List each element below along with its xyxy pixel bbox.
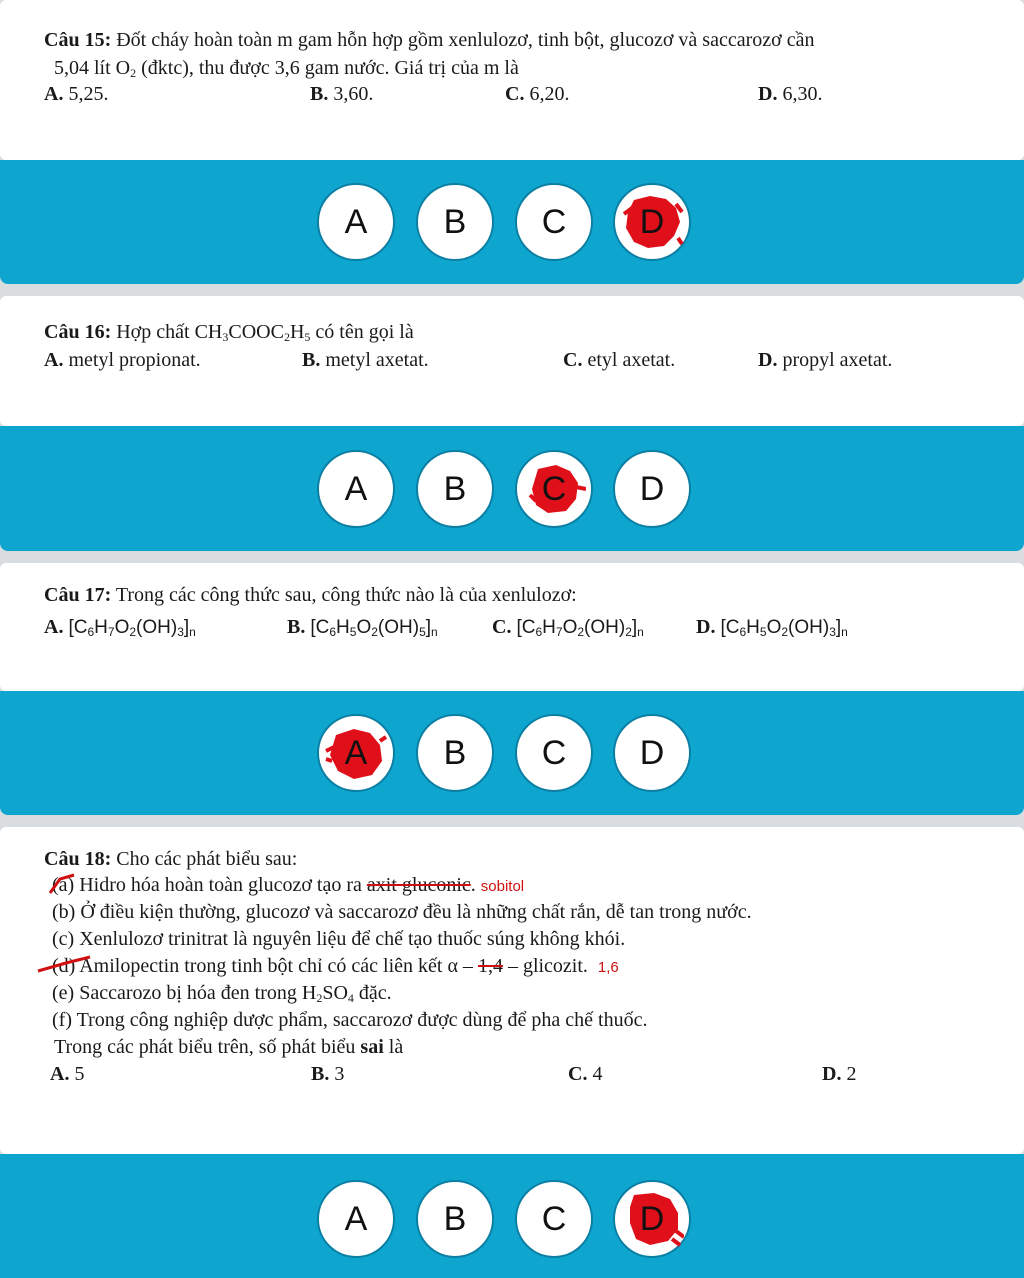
- answer-label: D: [639, 733, 665, 772]
- statement-f: (f) Trong công nghiệp dược phẩm, saccarozơ được dùng để pha chế thuốc.: [52, 1009, 648, 1031]
- option-key: D.: [696, 616, 716, 638]
- question-16-option-d: [758, 348, 892, 372]
- answer-label: B: [443, 469, 467, 508]
- answer-label: D: [639, 1199, 665, 1238]
- f: [C: [68, 617, 88, 638]
- f: H: [336, 617, 350, 638]
- answer-17-b-button[interactable]: [416, 714, 494, 792]
- question-17-stem: [44, 583, 577, 607]
- option-key: C.: [568, 1063, 588, 1085]
- f: H: [94, 617, 108, 638]
- question-16-card: [0, 296, 1024, 426]
- option-text: propyl axetat.: [777, 349, 893, 371]
- statement-e-end: đặc.: [353, 982, 392, 1004]
- f: [C: [516, 617, 536, 638]
- question-16-option-a: [44, 348, 201, 372]
- option-key: B.: [310, 83, 329, 105]
- answer-label: B: [443, 202, 467, 241]
- question-15-label: Câu 15:: [44, 29, 112, 51]
- answer-label: A: [344, 469, 368, 508]
- s: 2: [371, 625, 378, 639]
- question-15-line2: [54, 56, 519, 80]
- struck-text: 1,4: [477, 955, 503, 977]
- answer-17-c-button[interactable]: [515, 714, 593, 792]
- answer-label: B: [443, 1199, 467, 1238]
- option-text: metyl axetat.: [320, 349, 429, 371]
- statement-d-text: (d) Amilopectin trong tinh bột chỉ có các liên kết α –: [52, 955, 478, 977]
- statement-d: [52, 954, 619, 980]
- answer-label: D: [639, 469, 665, 508]
- question-18-answer-bar: [0, 1154, 1024, 1278]
- stem-part: có tên gọi là: [310, 321, 414, 343]
- answer-label: B: [443, 733, 467, 772]
- question-16-option-c: [563, 348, 675, 372]
- answer-label: C: [541, 469, 567, 508]
- question-18-option-b: [311, 1062, 344, 1086]
- answer-15-a-button[interactable]: [317, 183, 395, 261]
- question-17-text: Trong các công thức sau, công thức nào là của xenlulozơ:: [111, 584, 577, 606]
- f: [C: [310, 617, 330, 638]
- question-18-stem: [44, 847, 297, 871]
- option-text: 5: [69, 1063, 85, 1085]
- answer-label: A: [344, 1199, 368, 1238]
- question-15-option-d: [758, 82, 822, 106]
- option-text: metyl propionat.: [63, 349, 201, 371]
- answer-label: C: [541, 202, 567, 241]
- struck-text: axit gluconic: [366, 874, 471, 896]
- question-15-option-c: [505, 82, 569, 106]
- f: H: [542, 617, 556, 638]
- f: ]: [425, 617, 432, 638]
- question-15-sub: 2: [130, 66, 137, 80]
- question-18-option-d: [822, 1062, 856, 1086]
- answer-15-c-button[interactable]: [515, 183, 593, 261]
- question-17-option-b: [287, 615, 438, 640]
- statement-a-end: .: [470, 874, 481, 896]
- option-key: B.: [311, 1063, 330, 1085]
- option-key: A.: [50, 1063, 70, 1085]
- stem-part: H: [289, 321, 305, 343]
- f: ]: [183, 617, 190, 638]
- question-17-label: Câu 17:: [44, 584, 112, 606]
- answer-label: C: [541, 733, 567, 772]
- question-17-option-d: [696, 615, 848, 640]
- f: [C: [720, 617, 740, 638]
- f: (OH): [136, 617, 178, 638]
- option-text: 3: [329, 1063, 345, 1085]
- question-16-option-b: [302, 348, 429, 372]
- option-key: D.: [758, 83, 778, 105]
- f: (OH): [788, 617, 830, 638]
- formula-c: [516, 617, 643, 638]
- statement-a: [52, 873, 524, 899]
- answer-15-b-button[interactable]: [416, 183, 494, 261]
- handwritten-note: 1,6: [597, 959, 619, 976]
- option-key: B.: [302, 349, 321, 371]
- answer-17-a-button[interactable]: [317, 714, 395, 792]
- f: O: [356, 617, 372, 638]
- option-text: 4: [587, 1063, 603, 1085]
- answer-16-a-button[interactable]: [317, 450, 395, 528]
- f: O: [114, 617, 130, 638]
- answer-16-b-button[interactable]: [416, 450, 494, 528]
- question-18-option-c: [568, 1062, 602, 1086]
- question-17-option-a: [44, 615, 196, 640]
- option-key: A.: [44, 616, 64, 638]
- question-text: Trong các phát biểu trên, số phát biểu: [54, 1036, 361, 1058]
- question-15-card: [0, 0, 1024, 160]
- answer-label: A: [344, 202, 368, 241]
- answer-18-c-button[interactable]: [515, 1180, 593, 1258]
- stem-sub: 5: [304, 330, 311, 344]
- s: 2: [577, 625, 585, 639]
- option-text: 6,30.: [777, 83, 823, 105]
- statement-b: (b) Ở điều kiện thường, glucozơ và saccarozơ đều là những chất rắn, dễ tan trong nước.: [52, 901, 752, 923]
- f: (OH): [377, 617, 420, 638]
- statement-d-end: – glicozit.: [502, 955, 588, 977]
- option-text: 5,25.: [63, 83, 109, 105]
- s: 7: [555, 625, 563, 639]
- s: 4: [347, 991, 354, 1005]
- stem-part: Hợp chất CH: [111, 321, 223, 343]
- option-key: C.: [492, 616, 512, 638]
- red-strike-mark: [36, 955, 92, 975]
- question-16-label: Câu 16:: [44, 321, 112, 343]
- s: 7: [107, 625, 115, 639]
- question-15-option-b: [310, 82, 373, 106]
- s: n: [637, 625, 644, 639]
- option-key: C.: [563, 349, 583, 371]
- question-end: là: [383, 1036, 404, 1058]
- f: O: [766, 617, 782, 638]
- option-text: etyl axetat.: [582, 349, 676, 371]
- option-key: A.: [44, 83, 64, 105]
- question-17-answer-bar: [0, 691, 1024, 815]
- handwritten-note: sobitol: [480, 878, 525, 895]
- question-17-card: [0, 563, 1024, 691]
- answer-18-b-button[interactable]: [416, 1180, 494, 1258]
- answer-18-a-button[interactable]: [317, 1180, 395, 1258]
- statement-e-text: (e) Saccarozo bị hóa đen trong H: [52, 982, 317, 1004]
- answer-17-d-button[interactable]: [613, 714, 691, 792]
- s: 6: [329, 625, 337, 639]
- s: 6: [87, 625, 95, 639]
- answer-16-d-button[interactable]: [613, 450, 691, 528]
- statement-a-text: (a) Hidro hóa hoàn toàn glucozơ tạo ra: [52, 874, 367, 896]
- s: n: [189, 625, 196, 639]
- answer-label: A: [344, 733, 368, 772]
- s: n: [431, 625, 438, 639]
- stem-sub: 2: [283, 330, 290, 344]
- stem-part: COOC: [228, 321, 284, 343]
- question-15-line2b: (đktc), thu được 3,6 gam nước. Giá trị của m là: [136, 57, 519, 79]
- s: 6: [535, 625, 543, 639]
- question-15-line2a: 5,04 lít O: [54, 57, 131, 79]
- s: 2: [781, 625, 789, 639]
- question-bold: sai: [360, 1036, 384, 1058]
- statement-e-mid: SO: [322, 982, 348, 1004]
- question-18-option-a: [50, 1062, 84, 1086]
- s: 2: [625, 625, 632, 639]
- question-16-stem: [44, 320, 414, 344]
- formula-a: [68, 617, 195, 638]
- f: (OH): [584, 617, 626, 638]
- s: 2: [316, 991, 323, 1005]
- question-15-stem: [44, 28, 814, 52]
- s: 5: [759, 625, 767, 639]
- formula-b: [310, 617, 437, 638]
- option-key: C.: [505, 83, 525, 105]
- answer-18-d-button[interactable]: [613, 1180, 691, 1258]
- answer-label: D: [639, 202, 665, 241]
- s: 3: [177, 625, 184, 639]
- option-key: D.: [758, 349, 778, 371]
- question-16-answer-bar: [0, 426, 1024, 551]
- answer-label: C: [541, 1199, 567, 1238]
- formula-d: [720, 617, 847, 638]
- s: n: [841, 625, 848, 639]
- question-15-answer-bar: [0, 160, 1024, 284]
- question-15-line1: Đốt cháy hoàn toàn m gam hỗn hợp gồm xenlulozơ, tinh bột, glucozơ và saccarozơ cần: [116, 29, 815, 51]
- option-key: D.: [822, 1063, 842, 1085]
- stem-sub: 3: [222, 330, 229, 344]
- question-18-label: Câu 18:: [44, 848, 112, 870]
- s: 3: [829, 625, 836, 639]
- option-key: A.: [44, 349, 64, 371]
- statement-c: (c) Xenlulozơ trinitrat là nguyên liệu để chế tạo thuốc súng không khói.: [52, 928, 626, 950]
- answer-16-c-button[interactable]: [515, 450, 593, 528]
- question-18-text: Cho các phát biểu sau:: [111, 848, 298, 870]
- option-text: 6,20.: [524, 83, 570, 105]
- option-key: B.: [287, 616, 306, 638]
- f: ]: [631, 617, 638, 638]
- question-18-card: [0, 827, 1024, 1154]
- statement-e: [52, 981, 392, 1005]
- option-text: 2: [841, 1063, 857, 1085]
- option-text: 3,60.: [328, 83, 374, 105]
- answer-15-d-button[interactable]: [613, 183, 691, 261]
- question-17-option-c: [492, 615, 644, 640]
- red-tick-mark: [46, 873, 80, 899]
- question-18-question: [54, 1035, 403, 1059]
- question-15-option-a: [44, 82, 108, 106]
- f: H: [746, 617, 760, 638]
- s: 6: [739, 625, 747, 639]
- s: 2: [129, 625, 137, 639]
- s: 5: [349, 625, 357, 639]
- s: 5: [419, 625, 426, 639]
- f: O: [562, 617, 578, 638]
- f: ]: [835, 617, 842, 638]
